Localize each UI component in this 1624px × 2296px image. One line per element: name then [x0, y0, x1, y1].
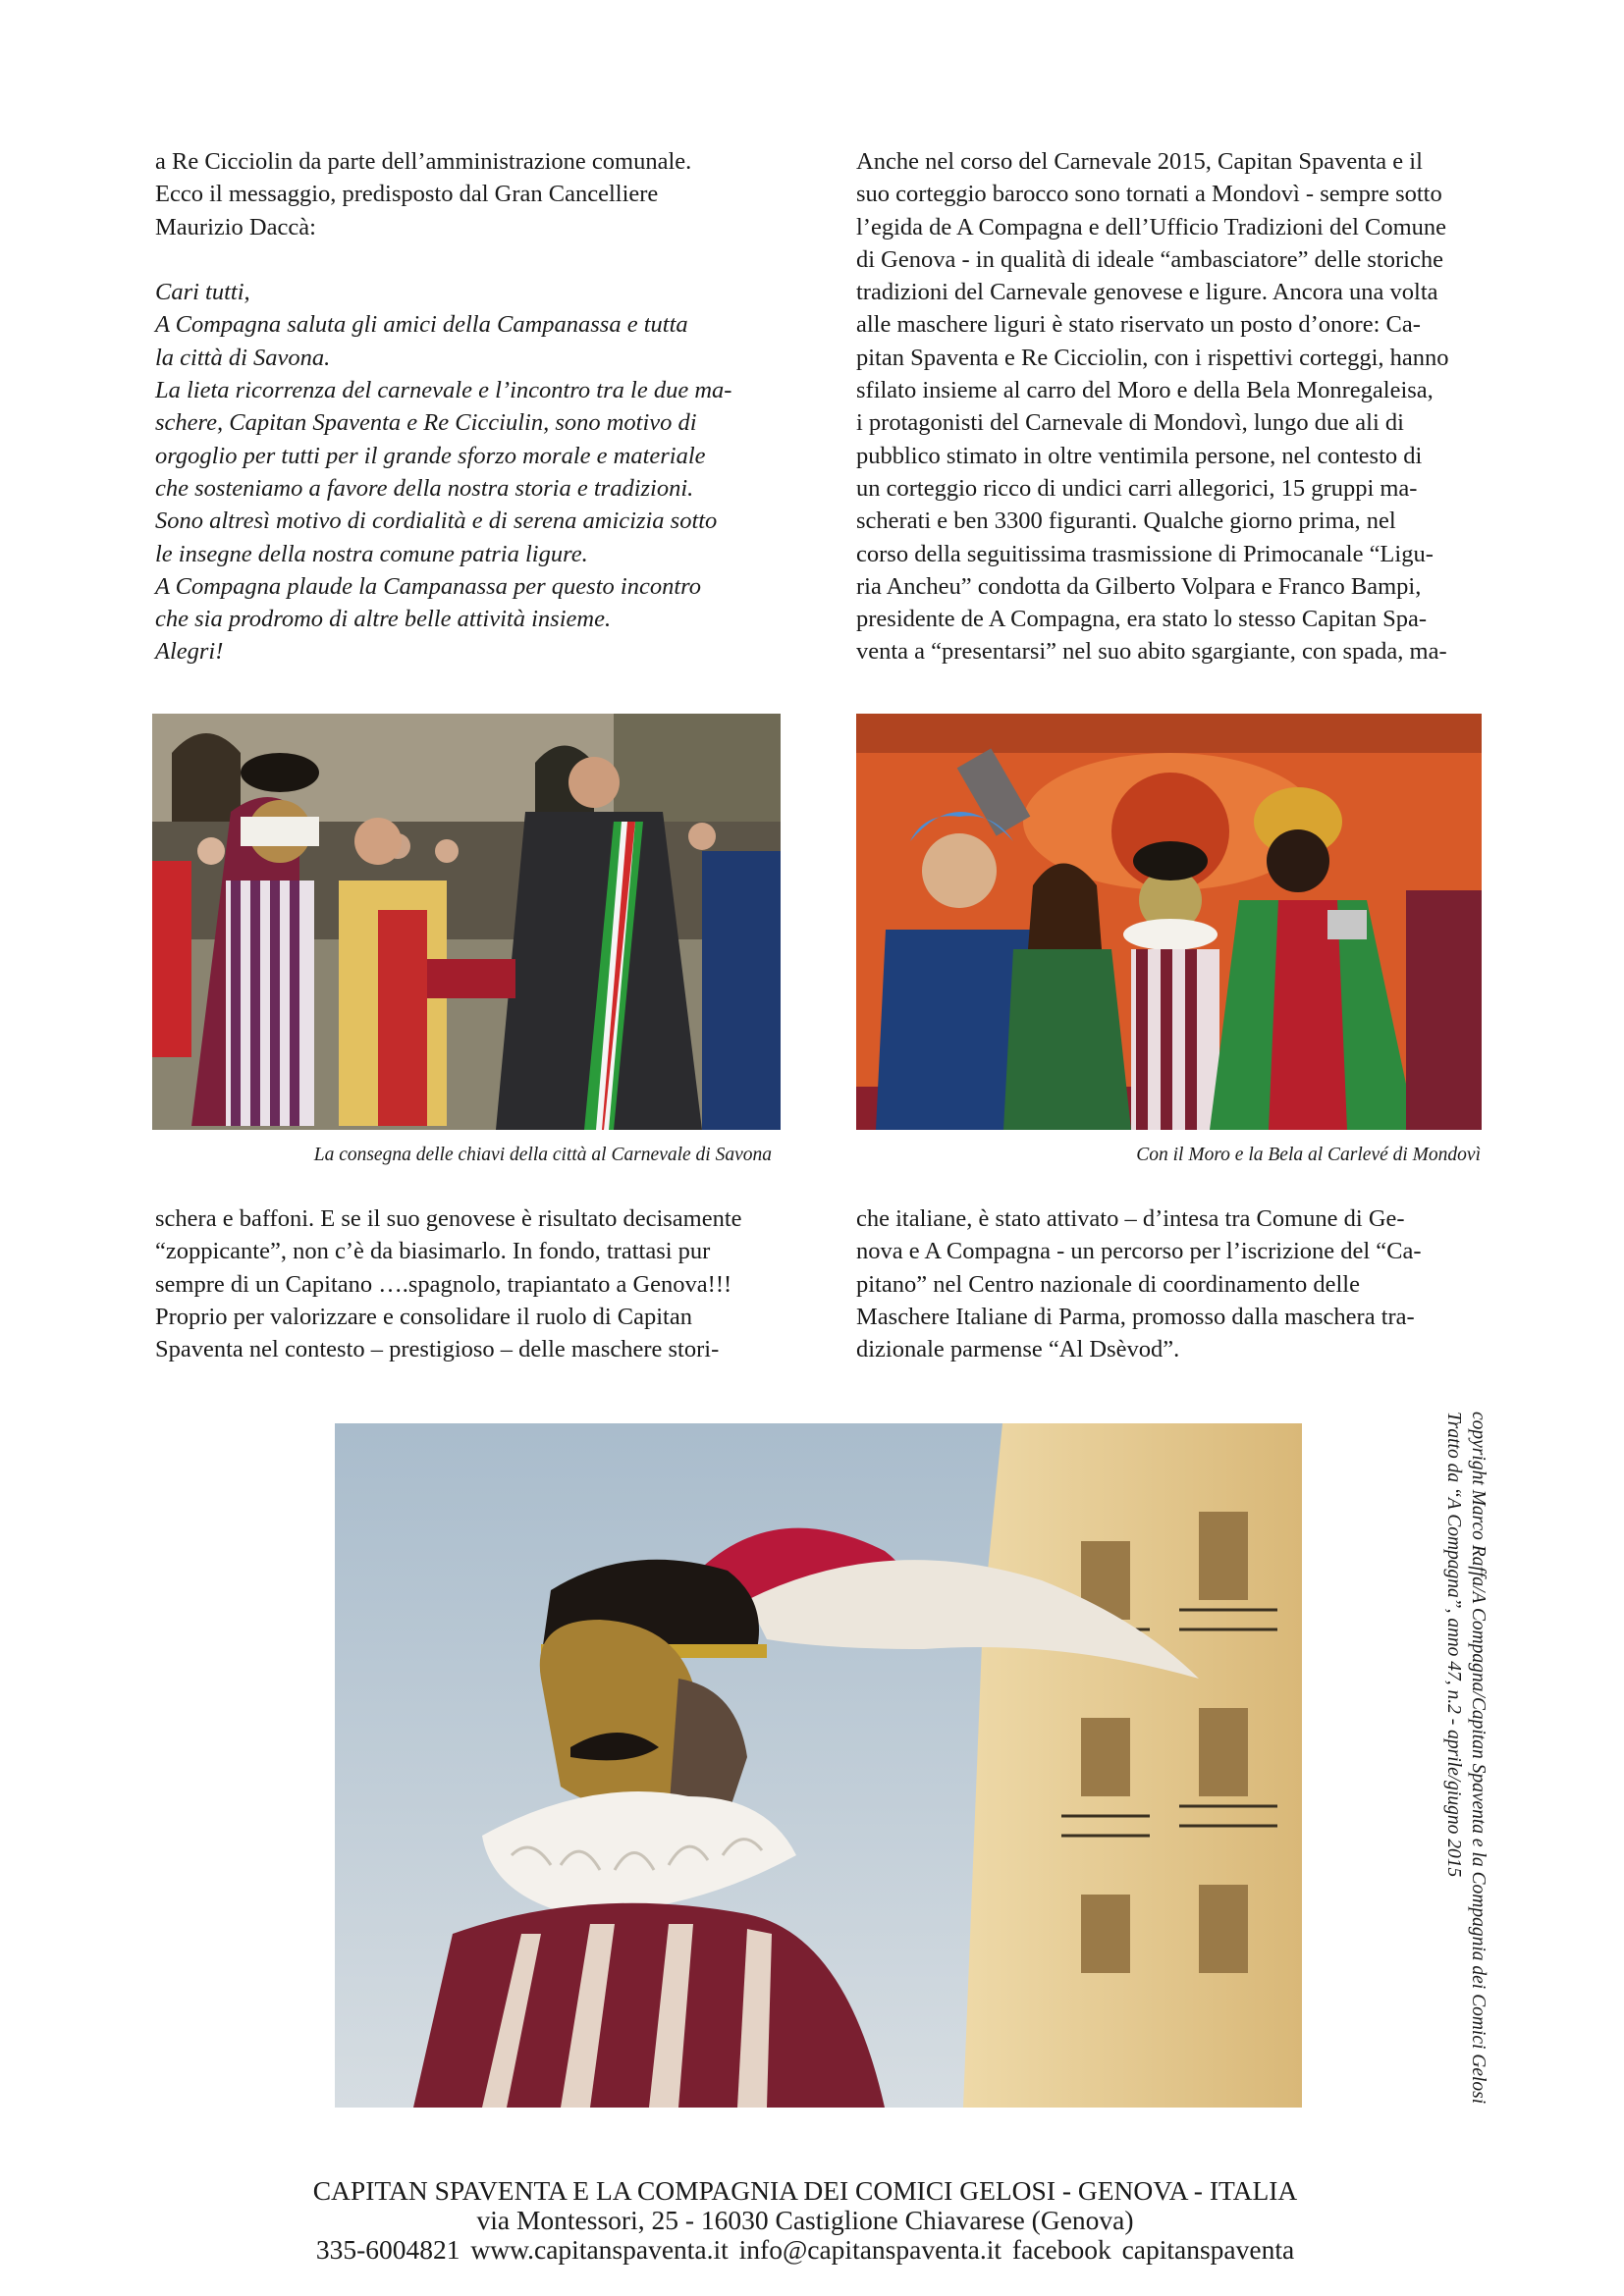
body-line: i protagonisti del Carnevale di Mondovì, lungo due ali di: [856, 409, 1404, 437]
body-line: pubblico stimato in oltre ventimila persone, nel contesto di: [856, 442, 1423, 469]
body-line: alle maschere liguri è stato riservato un posto d’onore: Ca-: [856, 311, 1421, 339]
message-line: A Compagna plaude la Campanassa per questo incontro: [155, 572, 702, 600]
message-line: La lieta ricorrenza del carnevale e l’incontro tra le due ma-: [155, 377, 732, 404]
photo-capitan-spaventa: [335, 1423, 1302, 2108]
body-line: suo corteggio barocco sono tornati a Mondovì - sempre sotto: [856, 181, 1442, 208]
body-line: nova e A Compagna - un percorso per l’iscrizione del “Ca-: [856, 1238, 1422, 1265]
body-line: che italiane, è stato attivato – d’intesa tra Comune di Ge-: [856, 1205, 1405, 1232]
body-line: l’egida de A Compagna e dell’Ufficio Tradizioni del Comune: [856, 213, 1447, 240]
footer-contacts: 335-6004821 www.capitanspaventa.it info@capitanspaventa.it facebook capitanspaventa: [315, 2234, 1295, 2265]
body-line: venta a “presentarsi” nel suo abito sgargiante, con spada, ma-: [856, 638, 1447, 666]
photo-savona-keys: [152, 714, 781, 1130]
body-line: dizionale parmense “Al Dsèvod”.: [856, 1336, 1180, 1363]
body-line: pitan Spaventa e Re Cicciolin, con i rispettivi corteggi, hanno: [856, 344, 1449, 371]
intro-line: Maurizio Daccà:: [155, 213, 316, 240]
footer: [236, 2176, 1375, 2265]
body-line: tradizioni del Carnevale genovese e ligure. Ancora una volta: [856, 279, 1438, 306]
footer-org-name: CAPITAN SPAVENTA E LA COMPAGNIA DEI COMICI GELOSI - GENOVA - ITALIA: [312, 2175, 1298, 2206]
message-line: che sia prodromo di altre belle attività insieme.: [155, 606, 612, 633]
intro-line: Ecco il messaggio, predisposto dal Gran Cancelliere: [155, 181, 659, 208]
body-line: scherati e ben 3300 figuranti. Qualche giorno prima, nel: [856, 507, 1396, 535]
body-line: di Genova - in qualità di ideale “ambasciatore” delle storiche: [856, 245, 1443, 273]
body-line: Maschere Italiane di Parma, promosso dalla maschera tra-: [856, 1303, 1415, 1330]
message-line: Cari tutti,: [155, 279, 250, 306]
message-line: Alegri!: [155, 638, 224, 666]
credit-source: Tratto da “A Compagna”, anno 47, n.2 - aprile/giugno 2015: [1443, 1412, 1464, 1878]
credit-copyright: copyright Marco Raffa/A Compagna/Capitan Spaventa e la Compagnia dei Comici Gelosi: [1468, 1412, 1489, 2105]
message-line: schere, Capitan Spaventa e Re Cicciulin, sono motivo di: [155, 409, 697, 437]
caption-mondovi: Con il Moro e la Bela al Carlevé di Mondovì: [1136, 1145, 1481, 1165]
body-line: Proprio per valorizzare e consolidare il ruolo di Capitan: [155, 1303, 692, 1330]
side-credit-text: [1441, 1412, 1490, 2104]
message-line: orgoglio per tutti per il grande sforzo morale e materiale: [155, 442, 706, 469]
side-credit: [1441, 1412, 1510, 2118]
intro-line: a Re Cicciolin da parte dell’amministrazione comunale.: [155, 148, 692, 175]
footer-address: via Montessori, 25 - 16030 Castiglione Chiavarese (Genova): [476, 2205, 1134, 2235]
bottom-left-column: [155, 1202, 780, 1365]
body-line: Anche nel corso del Carnevale 2015, Capitan Spaventa e il: [856, 148, 1423, 175]
body-line: presidente de A Compagna, era stato lo stesso Capitan Spa-: [856, 606, 1428, 633]
body-line: sempre di un Capitano ….spagnolo, trapiantato a Genova!!!: [155, 1270, 732, 1298]
bottom-right-column: [856, 1202, 1481, 1365]
body-line: sfilato insieme al carro del Moro e della Bela Monregaleisa,: [856, 377, 1434, 404]
top-left-column: [155, 145, 780, 668]
body-line: ria Ancheu” condotta da Gilberto Volpara e Franco Bampi,: [856, 572, 1422, 600]
message-line: A Compagna saluta gli amici della Campanassa e tutta: [155, 311, 688, 339]
body-line: un corteggio ricco di undici carri allegorici, 15 gruppi ma-: [856, 474, 1418, 502]
photo-mondovi: [856, 714, 1482, 1130]
message-line: che sosteniamo a favore della nostra storia e tradizioni.: [155, 474, 694, 502]
body-line: pitano” nel Centro nazionale di coordinamento delle: [856, 1270, 1360, 1298]
body-line: corso della seguitissima trasmissione di Primocanale “Ligu-: [856, 540, 1434, 567]
body-line: “zoppicante”, non c’è da biasimarlo. In fondo, trattasi pur: [155, 1238, 711, 1265]
body-line: schera e baffoni. E se il suo genovese è risultato decisamente: [155, 1205, 742, 1232]
message-line: le insegne della nostra comune patria ligure.: [155, 540, 588, 567]
message-line: la città di Savona.: [155, 344, 331, 371]
caption-savona: La consegna delle chiavi della città al Carnevale di Savona: [313, 1145, 772, 1165]
message-line: Sono altresì motivo di cordialità e di serena amicizia sotto: [155, 507, 718, 535]
top-right-column: [856, 145, 1481, 668]
body-line: Spaventa nel contesto – prestigioso – delle maschere stori-: [155, 1336, 720, 1363]
